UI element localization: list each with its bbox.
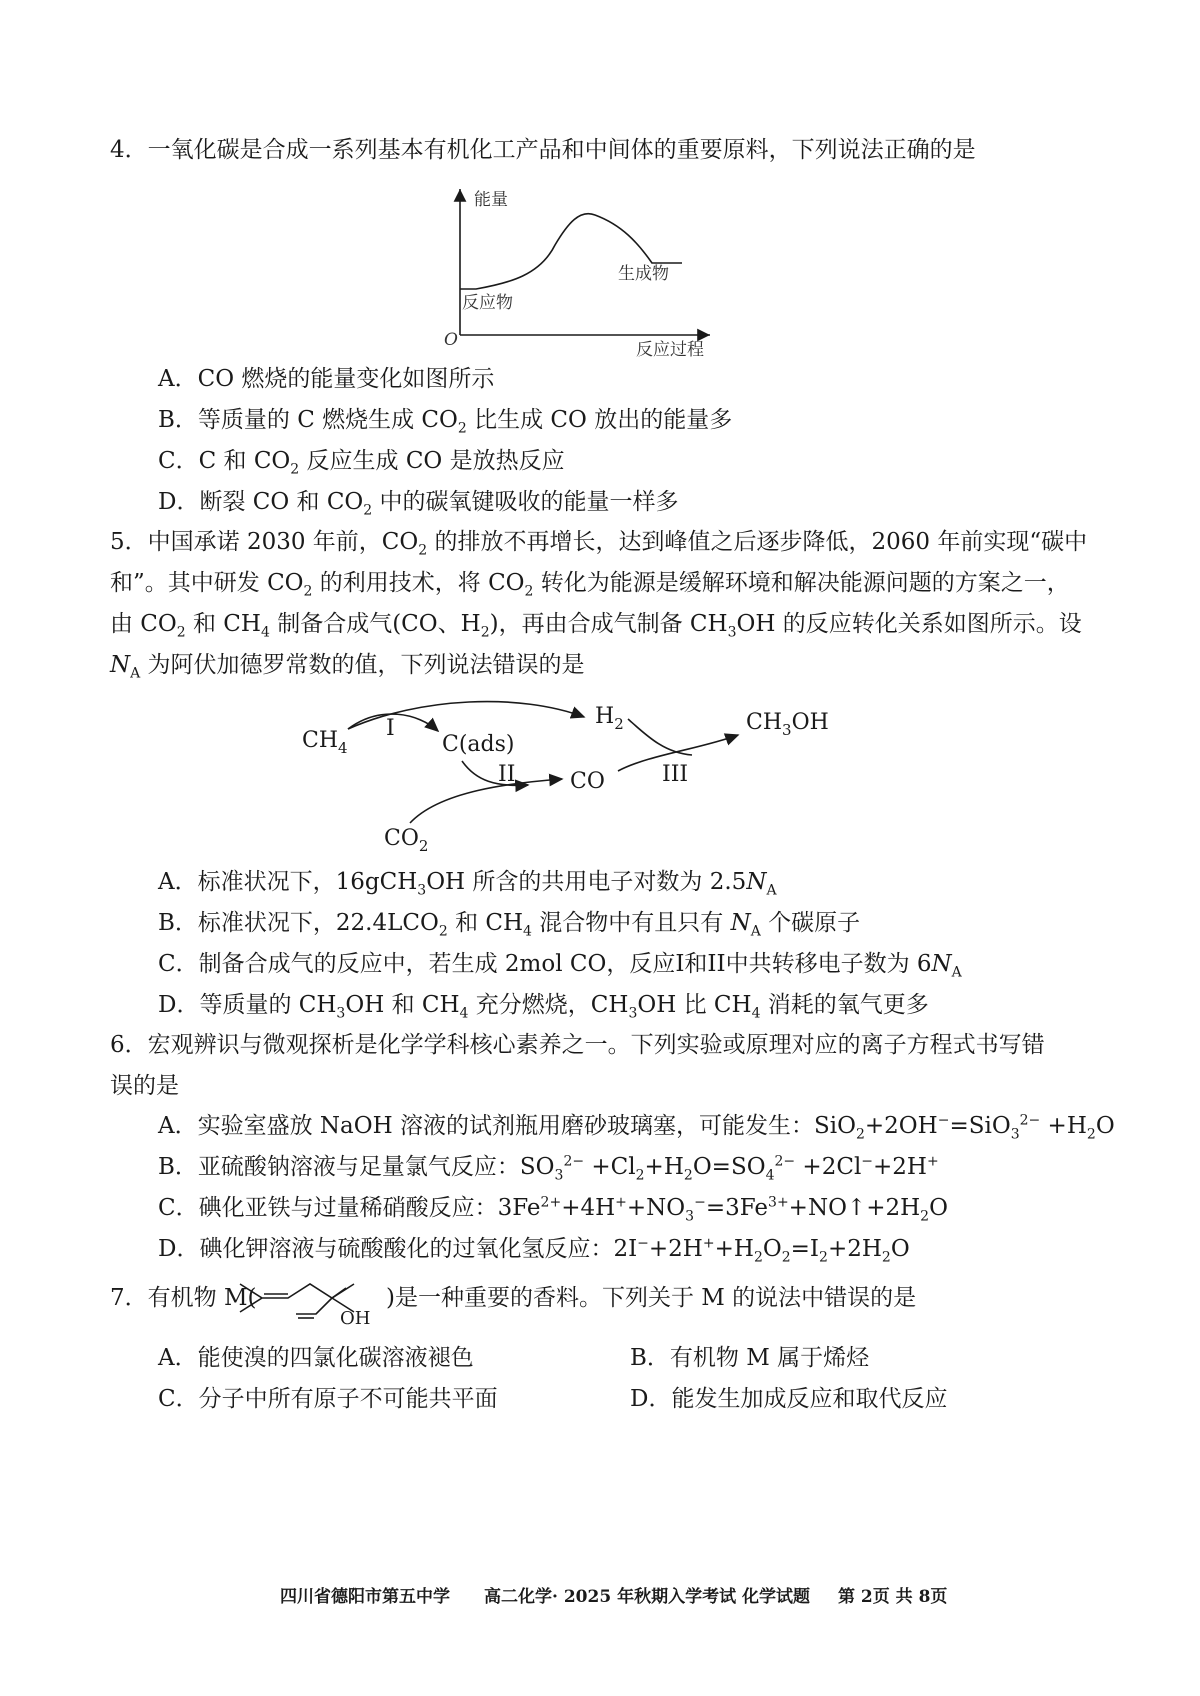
- co-label: CO: [570, 769, 605, 794]
- q5-option-a: A．标准状况下，16gCH$_3$OH 所含的共用电子对数为 $2.5N_A$: [158, 869, 777, 899]
- q7-structure-diagram: [236, 1260, 386, 1330]
- q7-stem-prefix: 7．有机物 M(: [110, 1285, 257, 1311]
- arrow-cads-to-co: [462, 761, 528, 785]
- q4-option-b: B．等质量的 C 燃烧生成 $CO_2$ 比生成 CO 放出的能量多: [158, 407, 733, 437]
- skeletal-chain: [240, 1284, 354, 1312]
- q5-stem-line-3: 由 $CO_2$ 和 $CH_4$ 制备合成气(CO、$H_2$)，再由合成气制备 $CH_3OH$ 的反应转化关系如图所示。设: [110, 611, 1082, 641]
- ch3oh-label: $CH_3OH$: [746, 710, 829, 739]
- arrow-h2-to-ch3oh: [628, 719, 692, 755]
- step-2-label: II: [498, 762, 516, 787]
- q4-stem: 4．一氧化碳是合成一系列基本有机化工产品和中间体的重要原料，下列说法正确的是: [110, 137, 976, 163]
- q4-energy-diagram: [440, 185, 730, 365]
- step-1-label: I: [386, 716, 395, 741]
- q5-option-b: B．标准状况下，$22.4LCO_2$ 和 $CH_4$ 混合物中有且只有 $N_A$ 个碳原子: [158, 910, 861, 940]
- q7-option-b: B．有机物 M 属于烯烃: [630, 1345, 870, 1371]
- q6-option-c: C．碘化亚铁与过量稀硝酸反应：$3Fe^{2+}+4H^++NO_3^-=3Fe^{3+}+NO↑+2H_2O$: [158, 1194, 948, 1225]
- q4-option-c: C．C 和 $CO_2$ 反应生成 CO 是放热反应: [158, 448, 565, 478]
- footer-page-number: 第 2页 共 8页: [838, 1587, 948, 1607]
- reactant-label: 反应物: [462, 293, 513, 313]
- origin-label: O: [444, 330, 458, 350]
- arrow-co2-to-co: [410, 779, 562, 823]
- step-3-label: III: [662, 762, 689, 787]
- q5-reaction-diagram: [300, 695, 860, 870]
- q6-option-b: B．亚硫酸钠溶液与足量氯气反应：$SO_3^{2-} +Cl_2+H_2O=SO_4^{2-} +2Cl^-+2H^+$: [158, 1153, 939, 1184]
- q5-stem-line-1: 5．中国承诺 2030 年前，$CO_2$ 的排放不再增长，达到峰值之后逐步降低，2060 年前实现“碳中: [110, 529, 1088, 559]
- oh-label: OH: [340, 1308, 371, 1329]
- q6-option-a: A．实验室盛放 NaOH 溶液的试剂瓶用磨砂玻璃塞，可能发生：$SiO_2+2OH^-=SiO_3^{2-} +H_2O$: [158, 1112, 1115, 1143]
- q6-option-d: D．碘化钾溶液与硫酸酸化的过氧化氢反应：$2I^-+2H^++H_2O_2=I_2+2H_2O$: [158, 1235, 910, 1266]
- q5-stem-line-4: $N_A$ 为阿伏加德罗常数的值，下列说法错误的是: [110, 652, 585, 682]
- ch4-label: $CH_4$: [302, 728, 348, 757]
- q5-stem-line-2: 和”。其中研发 $CO_2$ 的利用技术，将 $CO_2$ 转化为能源是缓解环境和解决能源问题的方案之一，: [110, 570, 1070, 600]
- q6-stem-line-2: 误的是: [110, 1073, 179, 1099]
- vinyl-branch: [296, 1298, 332, 1314]
- footer-course: 高二化学· 2025 年秋期入学考试 化学试题: [484, 1587, 810, 1607]
- co2-label: $CO_2$: [384, 826, 429, 855]
- footer-school: 四川省德阳市第五中学: [280, 1587, 450, 1607]
- h2-label: $H_2$: [595, 704, 624, 733]
- y-axis-label: 能量: [474, 190, 508, 210]
- q7-stem-suffix: )是一种重要的香料。下列关于 M 的说法中错误的是: [386, 1285, 917, 1311]
- product-label: 生成物: [618, 264, 669, 284]
- q7-option-c: C．分子中所有原子不可能共平面: [158, 1386, 498, 1412]
- cads-label: C(ads): [442, 732, 515, 757]
- q7-option-a: A．能使溴的四氯化碳溶液褪色: [158, 1345, 474, 1371]
- q5-option-c: C．制备合成气的反应中，若生成 2mol CO，反应I和II中共转移电子数为 $6N_A$: [158, 951, 962, 981]
- q5-option-d: D．等质量的 $CH_3OH$ 和 $CH_4$ 充分燃烧，$CH_3OH$ 比 $CH_4$ 消耗的氧气更多: [158, 992, 929, 1022]
- q6-stem-line-1: 6．宏观辨识与微观探析是化学学科核心素养之一。下列实验或原理对应的离子方程式书写错: [110, 1032, 1045, 1058]
- arrow-ch4-to-h2: [348, 702, 584, 729]
- q7-option-d: D．能发生加成反应和取代反应: [630, 1386, 948, 1412]
- q4-option-d: D．断裂 CO 和 $CO_2$ 中的碳氧键吸收的能量一样多: [158, 489, 679, 519]
- x-axis-label: 反应过程: [636, 340, 704, 360]
- q4-option-a: A．CO 燃烧的能量变化如图所示: [158, 366, 495, 392]
